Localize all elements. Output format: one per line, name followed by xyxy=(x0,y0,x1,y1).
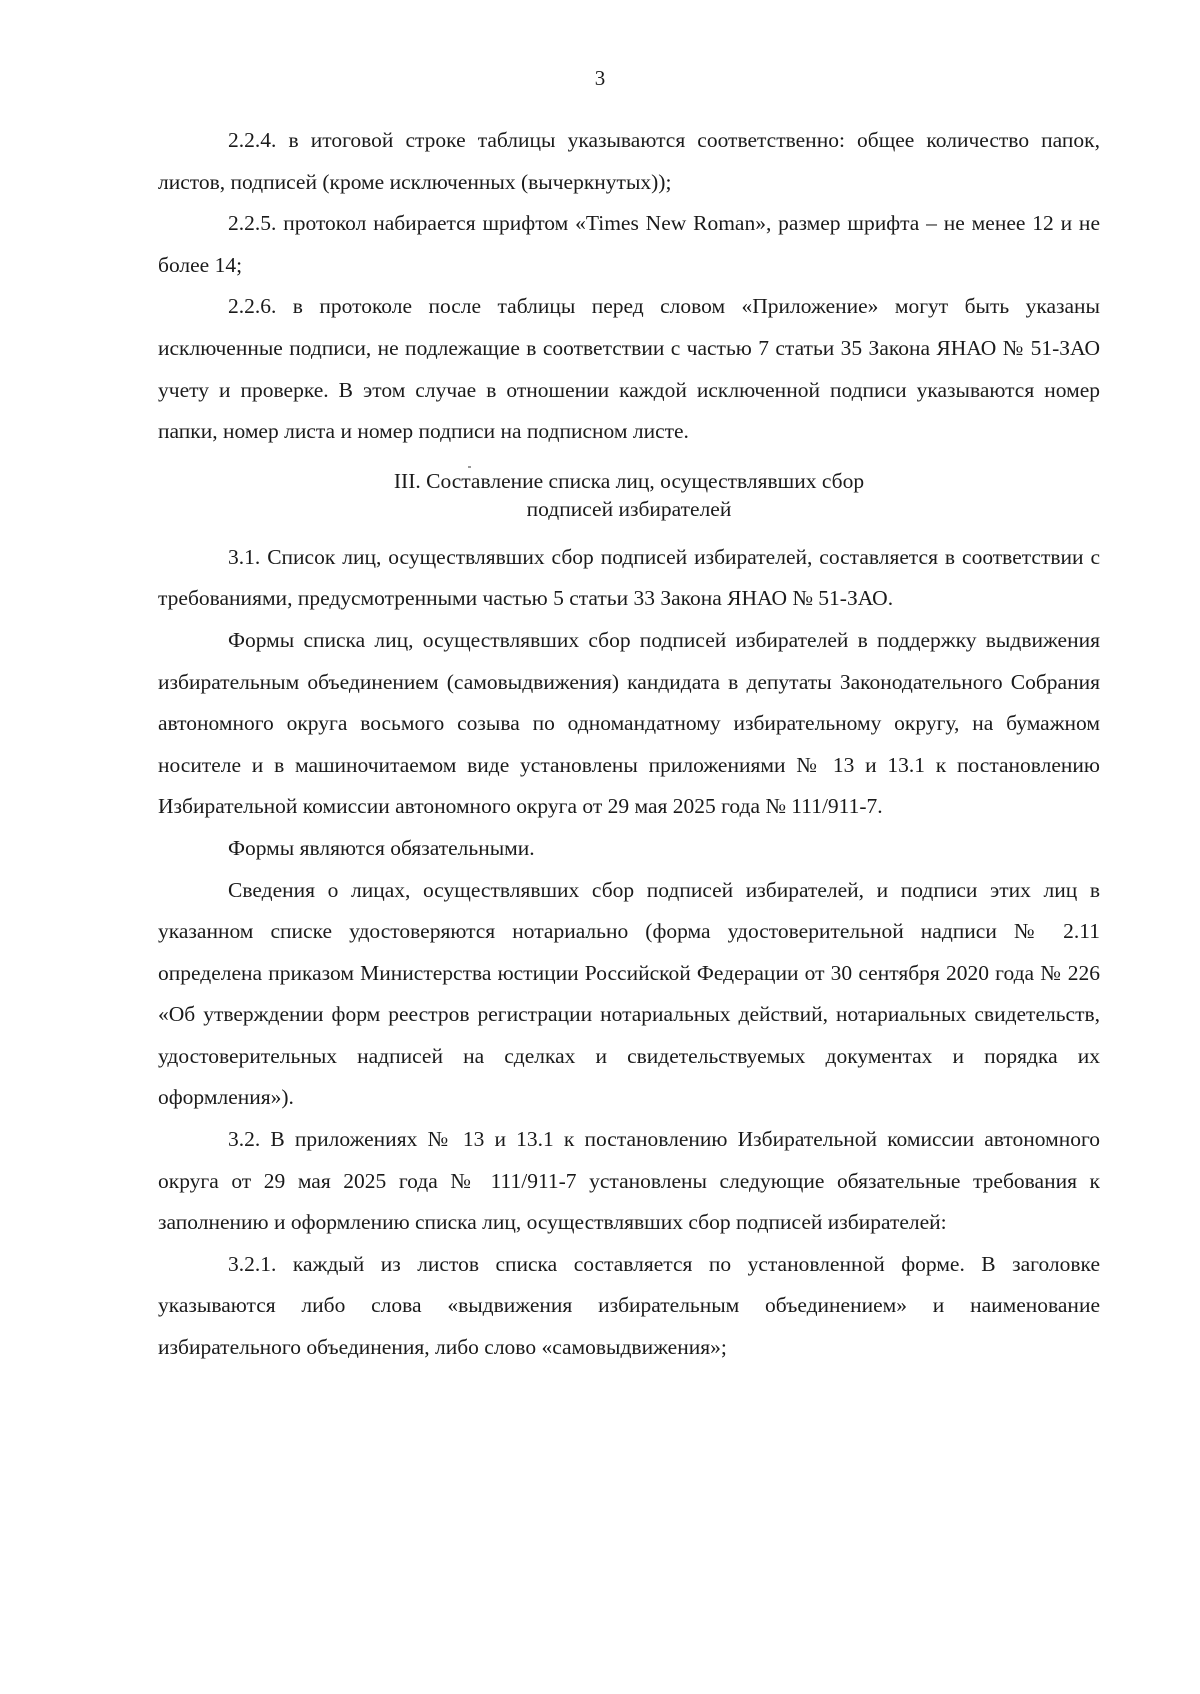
paragraph-2-2-6: 2.2.6. в протоколе после таблицы перед словом «Приложение» могут быть указаны исключенные подписи, не подлежащие в соответствии с частью 7 статьи 35 Закона ЯНАО № 51-ЗАО учету и проверке. В этом случае в отношении каждой исключенной подписи указываются номер папки, номер листа и номер подписи на подписном листе. xyxy=(158,294,1100,444)
page-number: 3 xyxy=(594,66,606,90)
paragraph-3-2: 3.2. В приложениях № 13 и 13.1 к постановлению Избирательной комиссии автономного округа от 29 мая 2025 года № 111/911-7 установлены следующие обязательные требования к заполнению и оформлению списка лиц, осуществлявших сбор подписей избирателей: xyxy=(158,1127,1100,1235)
paragraph-notary: Сведения о лицах, осуществлявших сбор подписей избирателей, и подписи этих лиц в указанном списке удостоверяются нотариально (форма удостоверительной надписи № 2.11 определена приказом Министерства юстиции Российской Федерации от 30 сентября 2020 года № 226 «Об утверждении форм реестров регистрации нотариальных действий, нотариальных свидетельств, удостоверительных надписей на сделках и свидетельствуемых документах и порядка их оформления»). xyxy=(158,877,1100,1110)
paragraph-forms-mandatory: Формы являются обязательными. xyxy=(228,835,535,860)
paragraph-2-2-5: 2.2.5. протокол набирается шрифтом «Times New Roman», размер шрифта – не менее 12 и не более 14; xyxy=(158,211,1100,277)
section-heading-line-2: подписей избирателей xyxy=(526,496,732,521)
document-body xyxy=(158,120,1100,1369)
paragraph-3-2-1: 3.2.1. каждый из листов списка составляется по установленной форме. В заголовке указываются либо слова «выдвижения избирательным объединением» и наименование избирательного объединения, либо слово «самовыдвижения»; xyxy=(158,1251,1100,1360)
paragraph-2-2-4: 2.2.4. в итоговой строке таблицы указываются соответственно: общее количество папок, листов, подписей (кроме исключенных (вычеркнутых)); xyxy=(158,128,1100,194)
section-heading-line-1: III. Составление списка лиц, осуществлявших сбор xyxy=(393,468,865,493)
paragraph-forms-list: Формы списка лиц, осуществлявших сбор подписей избирателей в поддержку выдвижения избирательным объединением (самовыдвижения) кандидата в депутаты Законодательного Собрания автономного округа восьмого созыва по одномандатному избирательному округу, на бумажном носителе и в машиночитаемом виде установлены приложениями № 13 и 13.1 к постановлению Избирательной комиссии автономного округа от 29 мая 2025 года № 111/911-7. xyxy=(158,627,1100,819)
paragraph-3-1: 3.1. Список лиц, осуществлявших сбор подписей избирателей, составляется в соответствии с требованиями, предусмотренными частью 5 статьи 33 Закона ЯНАО № 51-ЗАО. xyxy=(158,544,1100,611)
section-heading xyxy=(158,467,1100,523)
